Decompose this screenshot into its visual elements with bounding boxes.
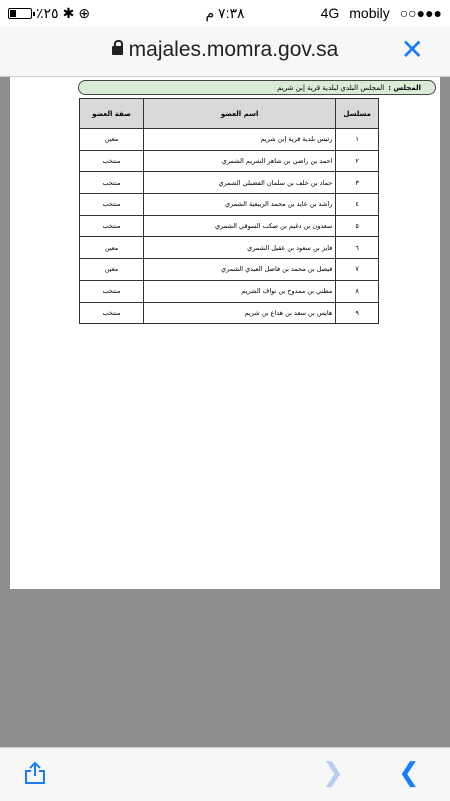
cell-role: منتخب bbox=[80, 302, 144, 324]
cell-serial: ٤ bbox=[336, 194, 379, 216]
table-row bbox=[80, 129, 379, 151]
cell-serial: ١ bbox=[336, 129, 379, 151]
back-button[interactable]: ❮ bbox=[398, 758, 420, 788]
cell-serial: ٦ bbox=[336, 237, 379, 259]
cell-serial: ٩ bbox=[336, 302, 379, 324]
cell-role: منتخب bbox=[80, 172, 144, 194]
address-field[interactable] bbox=[0, 33, 450, 66]
cell-name: حماد بن خلف بن سلمان الفضيلي الشمري bbox=[143, 172, 335, 194]
status-right bbox=[321, 5, 442, 21]
signal-icon: ○○●●● bbox=[399, 5, 442, 21]
cell-serial: ٢ bbox=[336, 150, 379, 172]
document-page bbox=[10, 77, 440, 589]
url-bar bbox=[0, 26, 450, 77]
carrier-name: mobily bbox=[349, 5, 390, 21]
cell-name: رئيس بلدية قرية إبن شريم bbox=[143, 129, 335, 151]
cell-role: منتخب bbox=[80, 280, 144, 302]
cell-name: مطني بن ممدوح بن نواف الشريم bbox=[143, 280, 335, 302]
council-label: المجلس : bbox=[388, 84, 421, 92]
cell-name: فيصل بن محمد بن فاضل العبدي الشمري bbox=[143, 259, 335, 281]
table-row bbox=[80, 302, 379, 324]
cell-name: سعدون بن دغيم بن صكب السوقي الشمري bbox=[143, 215, 335, 237]
table-header-row bbox=[80, 99, 379, 129]
cell-role: منتخب bbox=[80, 215, 144, 237]
cell-role: معين bbox=[80, 237, 144, 259]
cell-name: فايز بن سعود بن عقيل الشمري bbox=[143, 237, 335, 259]
status-time: ٧:٣٨ م bbox=[205, 5, 245, 21]
table-row bbox=[80, 259, 379, 281]
cell-name: احمد بن راضي بن شاهر الشريم الشمري bbox=[143, 150, 335, 172]
network-type: 4G bbox=[320, 5, 340, 21]
bluetooth-icon: ✱ bbox=[62, 5, 75, 21]
page-viewport[interactable] bbox=[0, 77, 450, 747]
close-button[interactable]: ✕ bbox=[400, 33, 424, 66]
cell-serial: ٣ bbox=[336, 172, 379, 194]
header-name: اسم العضو bbox=[143, 99, 335, 129]
header-role: صفة العضو bbox=[80, 99, 144, 129]
council-name: المجلس البلدي لبلدية قرية إبن شريم bbox=[277, 84, 385, 92]
council-banner bbox=[78, 80, 436, 95]
forward-button[interactable]: ❯ bbox=[322, 758, 344, 788]
status-bar bbox=[0, 0, 450, 26]
cell-name: راشد بن عايد بن محمد الربيعية الشمري bbox=[143, 194, 335, 216]
cell-serial: ٧ bbox=[336, 259, 379, 281]
url-text: majales.momra.gov.sa bbox=[128, 38, 339, 61]
table-row bbox=[80, 215, 379, 237]
rotation-lock-icon: ⊕ bbox=[78, 5, 91, 21]
cell-name: هايس بن سعد بن هداع بن شريم bbox=[143, 302, 335, 324]
cell-role: معين bbox=[80, 259, 144, 281]
table-row bbox=[80, 172, 379, 194]
table-row bbox=[80, 194, 379, 216]
cell-role: معين bbox=[80, 129, 144, 151]
table-row bbox=[80, 237, 379, 259]
bottom-toolbar bbox=[0, 747, 450, 801]
cell-serial: ٥ bbox=[336, 215, 379, 237]
table-row bbox=[80, 150, 379, 172]
lock-icon bbox=[112, 46, 123, 55]
battery-percent: ٪٢٥ bbox=[36, 5, 59, 21]
members-table bbox=[79, 98, 379, 324]
table-row bbox=[80, 280, 379, 302]
cell-serial: ٨ bbox=[336, 280, 379, 302]
header-serial: مسلسل bbox=[336, 99, 379, 129]
share-icon[interactable] bbox=[24, 761, 46, 785]
cell-role: منتخب bbox=[80, 150, 144, 172]
cell-role: منتخب bbox=[80, 194, 144, 216]
